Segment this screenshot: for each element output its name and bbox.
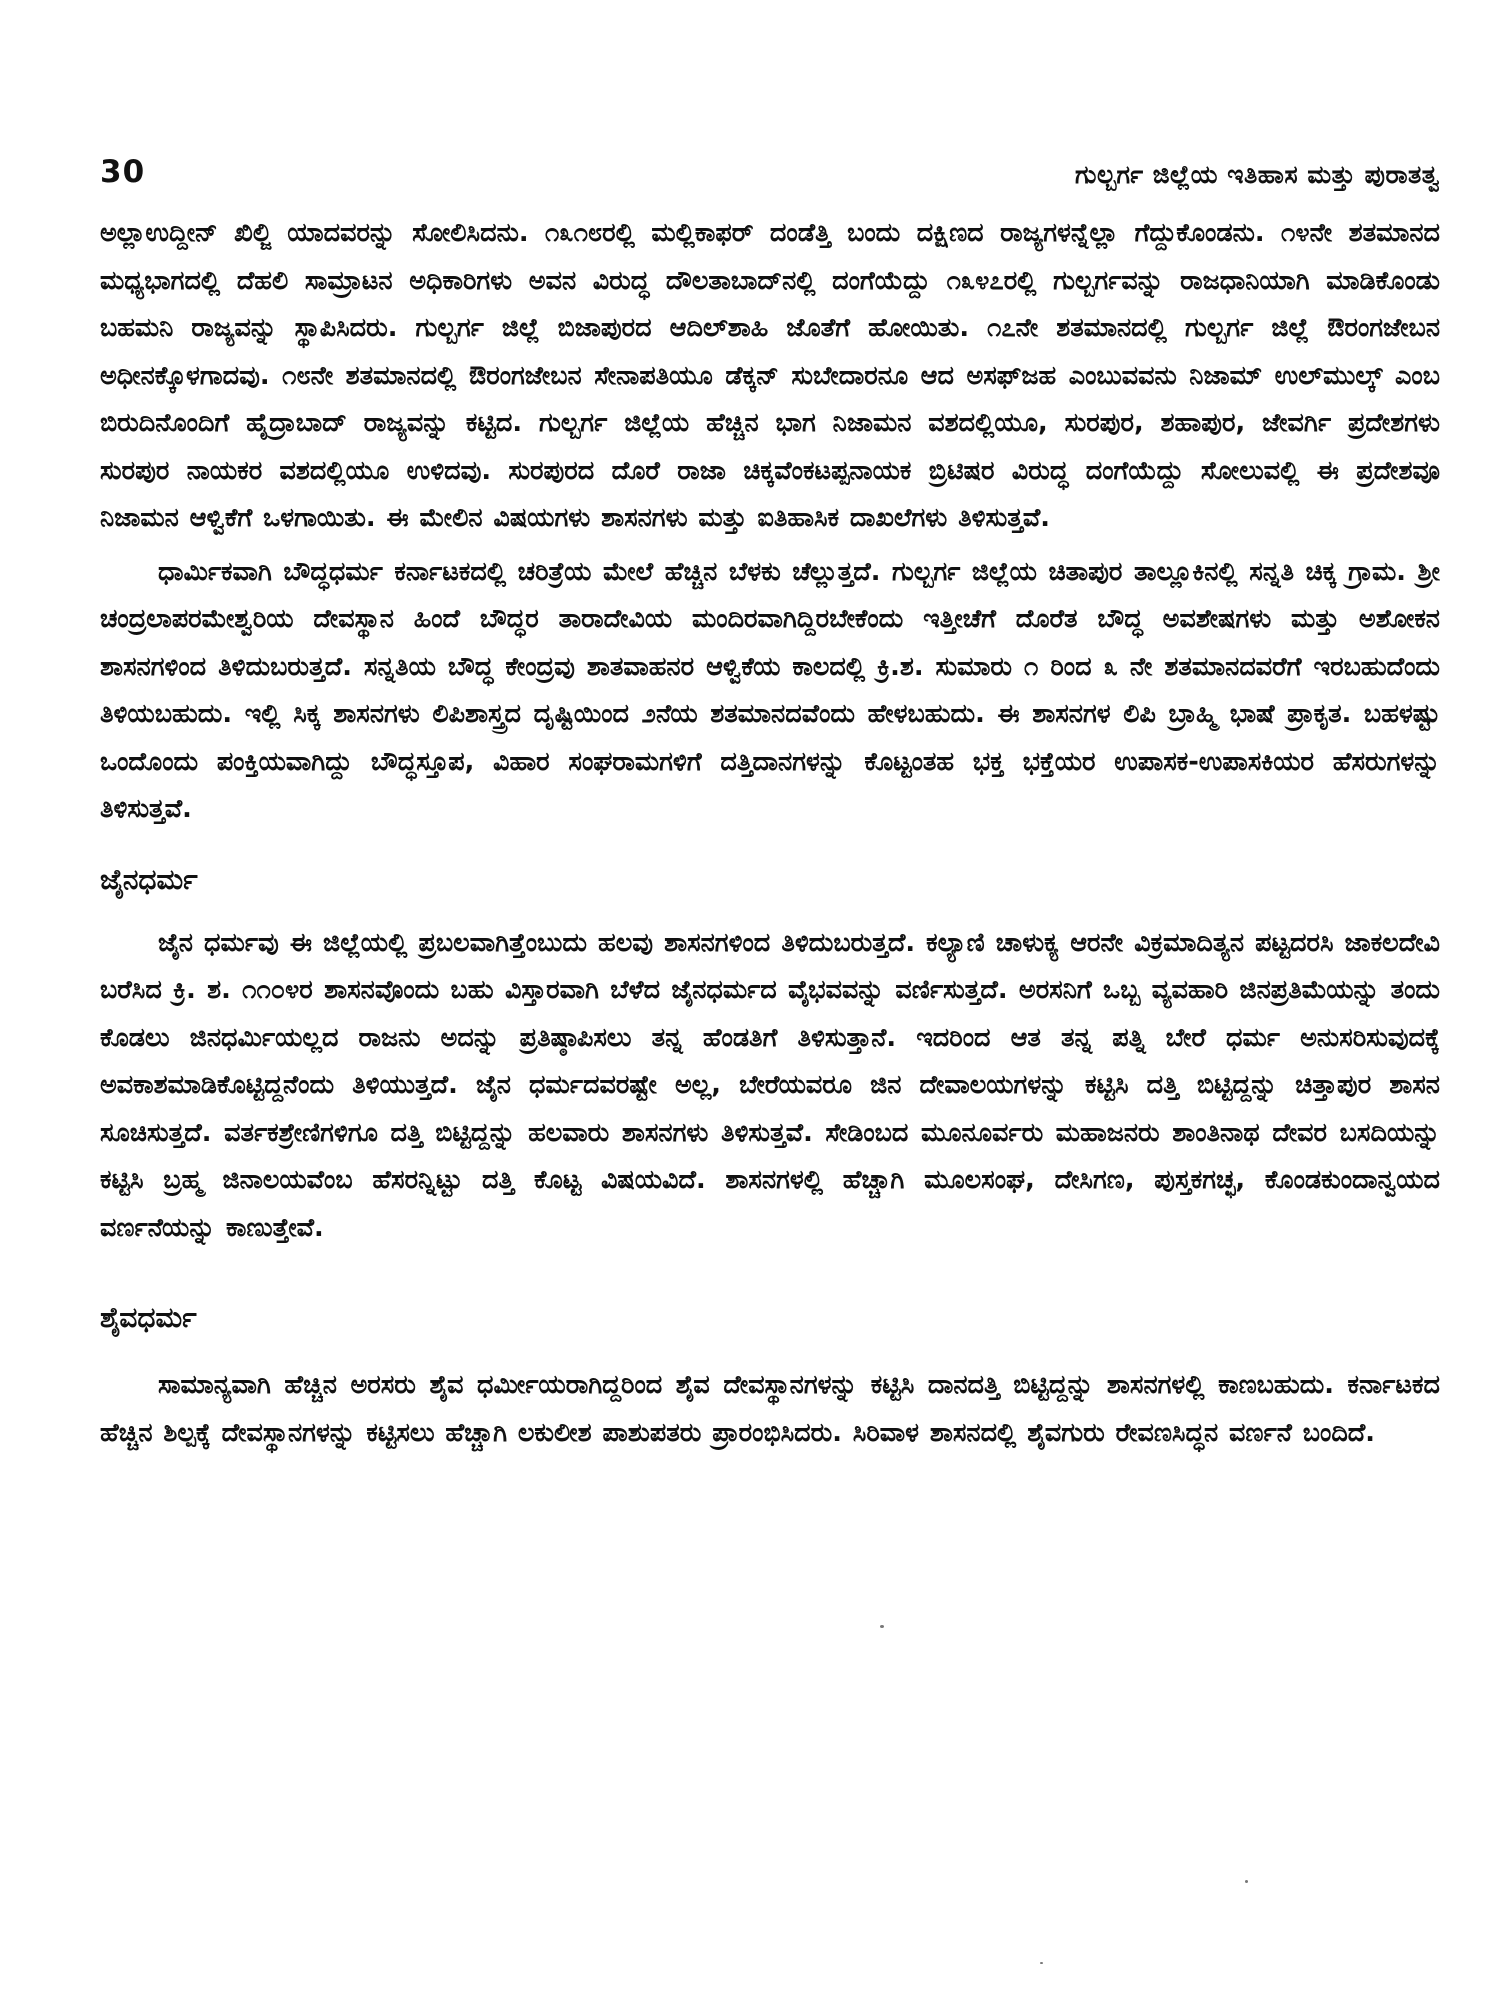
page-body xyxy=(100,210,1440,1457)
history-paragraph: ಅಲ್ಲಾಉದ್ದೀನ್ ಖಿಲ್ಜಿ ಯಾದವರನ್ನು ಸೋಲಿಸಿದನು. ೧೩೧೮ರಲ್ಲಿ ಮಲ್ಲಿಕಾಫರ್ ದಂಡೆತ್ತಿ ಬಂದು ದಕ್ಷಿಣದ ರಾಜ್ಯಗಳನ್ನೆಲ್ಲಾ ಗೆದ್ದುಕೊಂಡನು. ೧೪ನೇ ಶತಮಾನದ ಮಧ್ಯಭಾಗದಲ್ಲಿ ದೆಹಲಿ ಸಾಮ್ರಾಟನ ಅಧಿಕಾರಿಗಳು ಅವನ ವಿರುದ್ಧ ದೌಲತಾಬಾದ್‌ನಲ್ಲಿ ದಂಗೆಯೆದ್ದು ೧೩೪೭ರಲ್ಲಿ ಗುಲ್ಬರ್ಗವನ್ನು ರಾಜಧಾನಿಯಾಗಿ ಮಾಡಿಕೊಂಡು ಬಹಮನಿ ರಾಜ್ಯವನ್ನು ಸ್ಥಾಪಿಸಿದರು. ಗುಲ್ಬರ್ಗ ಜಿಲ್ಲೆ ಬಿಜಾಪುರದ ಆದಿಲ್‌ಶಾಹಿ ಜೊತೆಗೆ ಹೋಯಿತು. ೧೭ನೇ ಶತಮಾನದಲ್ಲಿ ಗುಲ್ಬರ್ಗ ಜಿಲ್ಲೆ ಔರಂಗಜೇಬನ ಅಧೀನಕ್ಕೊಳಗಾದವು. ೧೮ನೇ ಶತಮಾನದಲ್ಲಿ ಔರಂಗಜೇಬನ ಸೇನಾಪತಿಯೂ ಡೆಕ್ಕನ್ ಸುಬೇದಾರನೂ ಆದ ಅಸಫ್‌ಜಹ ಎಂಬುವವನು ನಿಜಾಮ್ ಉಲ್‌ಮುಲ್ಕ್ ಎಂಬ ಬಿರುದಿನೊಂದಿಗೆ ಹೈದ್ರಾಬಾದ್ ರಾಜ್ಯವನ್ನು ಕಟ್ಟಿದ. ಗುಲ್ಬರ್ಗ ಜಿಲ್ಲೆಯ ಹೆಚ್ಚಿನ ಭಾಗ ನಿಜಾಮನ ವಶದಲ್ಲಿಯೂ, ಸುರಪುರ, ಶಹಾಪುರ, ಜೇವರ್ಗಿ ಪ್ರದೇಶಗಳು ಸುರಪುರ ನಾಯಕರ ವಶದಲ್ಲಿಯೂ ಉಳಿದವು. ಸುರಪುರದ ದೊರೆ ರಾಜಾ ಚಿಕ್ಕವೆಂಕಟಪ್ಪನಾಯಕ ಬ್ರಿಟಿಷರ ವಿರುದ್ಧ ದಂಗೆಯೆದ್ದು ಸೋಲುವಲ್ಲಿ ಈ ಪ್ರದೇಶವೂ ನಿಜಾಮನ ಆಳ್ವಿಕೆಗೆ ಒಳಗಾಯಿತು. ಈ ಮೇಲಿನ ವಿಷಯಗಳು ಶಾಸನಗಳು ಮತ್ತು ಐತಿಹಾಸಿಕ ದಾಖಲೆಗಳು ತಿಳಿಸುತ್ತವೆ. xyxy=(100,218,1440,533)
shaivism-heading: ಶೈವಧರ್ಮ xyxy=(100,1301,197,1334)
jainism-paragraph: ಜೈನ ಧರ್ಮವು ಈ ಜಿಲ್ಲೆಯಲ್ಲಿ ಪ್ರಬಲವಾಗಿತ್ತೆಂಬುದು ಹಲವು ಶಾಸನಗಳಿಂದ ತಿಳಿದುಬರುತ್ತದೆ. ಕಲ್ಯಾಣಿ ಚಾಳುಕ್ಯ ಆರನೇ ವಿಕ್ರಮಾದಿತ್ಯನ ಪಟ್ಟದರಸಿ ಜಾಕಲದೇವಿ ಬರೆಸಿದ ಕ್ರಿ. ಶ. ೧೧೦೪ರ ಶಾಸನವೊಂದು ಬಹು ವಿಸ್ತಾರವಾಗಿ ಬೆಳೆದ ಜೈನಧರ್ಮದ ವೈಭವವನ್ನು ವರ್ಣಿಸುತ್ತದೆ. ಅರಸನಿಗೆ ಒಬ್ಬ ವ್ಯವಹಾರಿ ಜಿನಪ್ರತಿಮೆಯನ್ನು ತಂದು ಕೊಡಲು ಜಿನಧರ್ಮಿಯಲ್ಲದ ರಾಜನು ಅದನ್ನು ಪ್ರತಿಷ್ಠಾಪಿಸಲು ತನ್ನ ಹೆಂಡತಿಗೆ ತಿಳಿಸುತ್ತಾನೆ. ಇದರಿಂದ ಆತ ತನ್ನ ಪತ್ನಿ ಬೇರೆ ಧರ್ಮ ಅನುಸರಿಸುವುದಕ್ಕೆ ಅವಕಾಶಮಾಡಿಕೊಟ್ಟಿದ್ದನೆಂದು ತಿಳಿಯುತ್ತದೆ. ಜೈನ ಧರ್ಮದವರಷ್ಟೇ ಅಲ್ಲ, ಬೇರೆಯವರೂ ಜಿನ ದೇವಾಲಯಗಳನ್ನು ಕಟ್ಟಿಸಿ ದತ್ತಿ ಬಿಟ್ಟಿದ್ದನ್ನು ಚಿತ್ತಾಪುರ ಶಾಸನ ಸೂಚಿಸುತ್ತದೆ. ವರ್ತಕಶ್ರೇಣಿಗಳಿಗೂ ದತ್ತಿ ಬಿಟ್ಟಿದ್ದನ್ನು ಹಲವಾರು ಶಾಸನಗಳು ತಿಳಿಸುತ್ತವೆ. ಸೇಡಿಂಬದ ಮೂನೂರ್ವರು ಮಹಾಜನರು ಶಾಂತಿನಾಥ ದೇವರ ಬಸದಿಯನ್ನು ಕಟ್ಟಿಸಿ ಬ್ರಹ್ಮ ಜಿನಾಲಯವೆಂಬ ಹೆಸರನ್ನಿಟ್ಟು ದತ್ತಿ ಕೊಟ್ಟ ವಿಷಯವಿದೆ. ಶಾಸನಗಳಲ್ಲಿ ಹೆಚ್ಚಾಗಿ ಮೂಲಸಂಘ, ದೇಸಿಗಣ, ಪುಸ್ತಕಗಚ್ಛ, ಕೊಂಡಕುಂದಾನ್ವಯದ ವರ್ಣನೆಯನ್ನು ಕಾಣುತ್ತೇವೆ. xyxy=(100,927,1440,1243)
book-title: ಗುಲ್ಬರ್ಗ ಜಿಲ್ಲೆಯ ಇತಿಹಾಸ ಮತ್ತು ಪುರಾತತ್ವ xyxy=(1075,160,1440,189)
shaivism-paragraph: ಸಾಮಾನ್ಯವಾಗಿ ಹೆಚ್ಚಿನ ಅರಸರು ಶೈವ ಧರ್ಮೀಯರಾಗಿದ್ದರಿಂದ ಶೈವ ದೇವಸ್ಥಾನಗಳನ್ನು ಕಟ್ಟಿಸಿ ದಾನದತ್ತಿ ಬಿಟ್ಟಿದ್ದನ್ನು ಶಾಸನಗಳಲ್ಲಿ ಕಾಣಬಹುದು. ಕರ್ನಾಟಕದ ಹೆಚ್ಚಿನ ಶಿಲ್ಪಕ್ಕೆ ದೇವಸ್ಥಾನಗಳನ್ನು ಕಟ್ಟಿಸಲು ಹೆಚ್ಚಾಗಿ ಲಕುಲೀಶ ಪಾಶುಪತರು ಪ್ರಾರಂಭಿಸಿದರು. ಸಿರಿವಾಳ ಶಾಸನದಲ್ಲಿ ಶೈವಗುರು ರೇವಣಸಿದ್ಧನ ವರ್ಣನೆ ಬಂದಿದೆ. xyxy=(100,1370,1440,1448)
buddhism-paragraph: ಧಾರ್ಮಿಕವಾಗಿ ಬೌದ್ಧಧರ್ಮ ಕರ್ನಾಟಕದಲ್ಲಿ ಚರಿತ್ರೆಯ ಮೇಲೆ ಹೆಚ್ಚಿನ ಬೆಳಕು ಚೆಲ್ಲುತ್ತದೆ. ಗುಲ್ಬರ್ಗ ಜಿಲ್ಲೆಯ ಚಿತಾಪುರ ತಾಲ್ಲೂಕಿನಲ್ಲಿ ಸನ್ನತಿ ಚಿಕ್ಕ ಗ್ರಾಮ. ಶ್ರೀ ಚಂದ್ರಲಾಪರಮೇಶ್ವರಿಯ ದೇವಸ್ಥಾನ ಹಿಂದೆ ಬೌದ್ಧರ ತಾರಾದೇವಿಯ ಮಂದಿರವಾಗಿದ್ದಿರಬೇಕೆಂದು ಇತ್ತೀಚೆಗೆ ದೊರೆತ ಬೌದ್ಧ ಅವಶೇಷಗಳು ಮತ್ತು ಅಶೋಕನ ಶಾಸನಗಳಿಂದ ತಿಳಿದುಬರುತ್ತದೆ. ಸನ್ನತಿಯ ಬೌದ್ಧ ಕೇಂದ್ರವು ಶಾತವಾಹನರ ಆಳ್ವಿಕೆಯ ಕಾಲದಲ್ಲಿ ಕ್ರಿ.ಶ. ಸುಮಾರು ೧ ರಿಂದ ೩ ನೇ ಶತಮಾನದವರೆಗೆ ಇರಬಹುದೆಂದು ತಿಳಿಯಬಹುದು. ಇಲ್ಲಿ ಸಿಕ್ಕ ಶಾಸನಗಳು ಲಿಪಿಶಾಸ್ತ್ರದ ದೃಷ್ಟಿಯಿಂದ ೨ನೆಯ ಶತಮಾನದವೆಂದು ಹೇಳಬಹುದು. ಈ ಶಾಸನಗಳ ಲಿಪಿ ಬ್ರಾಹ್ಮಿ ಭಾಷೆ ಪ್ರಾಕೃತ. ಬಹಳಷ್ಟು ಒಂದೊಂದು ಪಂಕ್ತಿಯವಾಗಿದ್ದು ಬೌದ್ಧಸ್ತೂಪ, ವಿಹಾರ ಸಂಘರಾಮಗಳಿಗೆ ದತ್ತಿದಾನಗಳನ್ನು ಕೊಟ್ಟಂತಹ ಭಕ್ತ ಭಕ್ತೆಯರ ಉಪಾಸಕ-ಉಪಾಸಕಿಯರ ಹೆಸರುಗಳನ್ನು ತಿಳಿಸುತ್ತವೆ. xyxy=(100,556,1440,824)
page-number: 30 xyxy=(100,154,146,190)
running-header xyxy=(100,138,1440,190)
jainism-heading: ಜೈನಧರ್ಮ xyxy=(100,862,198,896)
